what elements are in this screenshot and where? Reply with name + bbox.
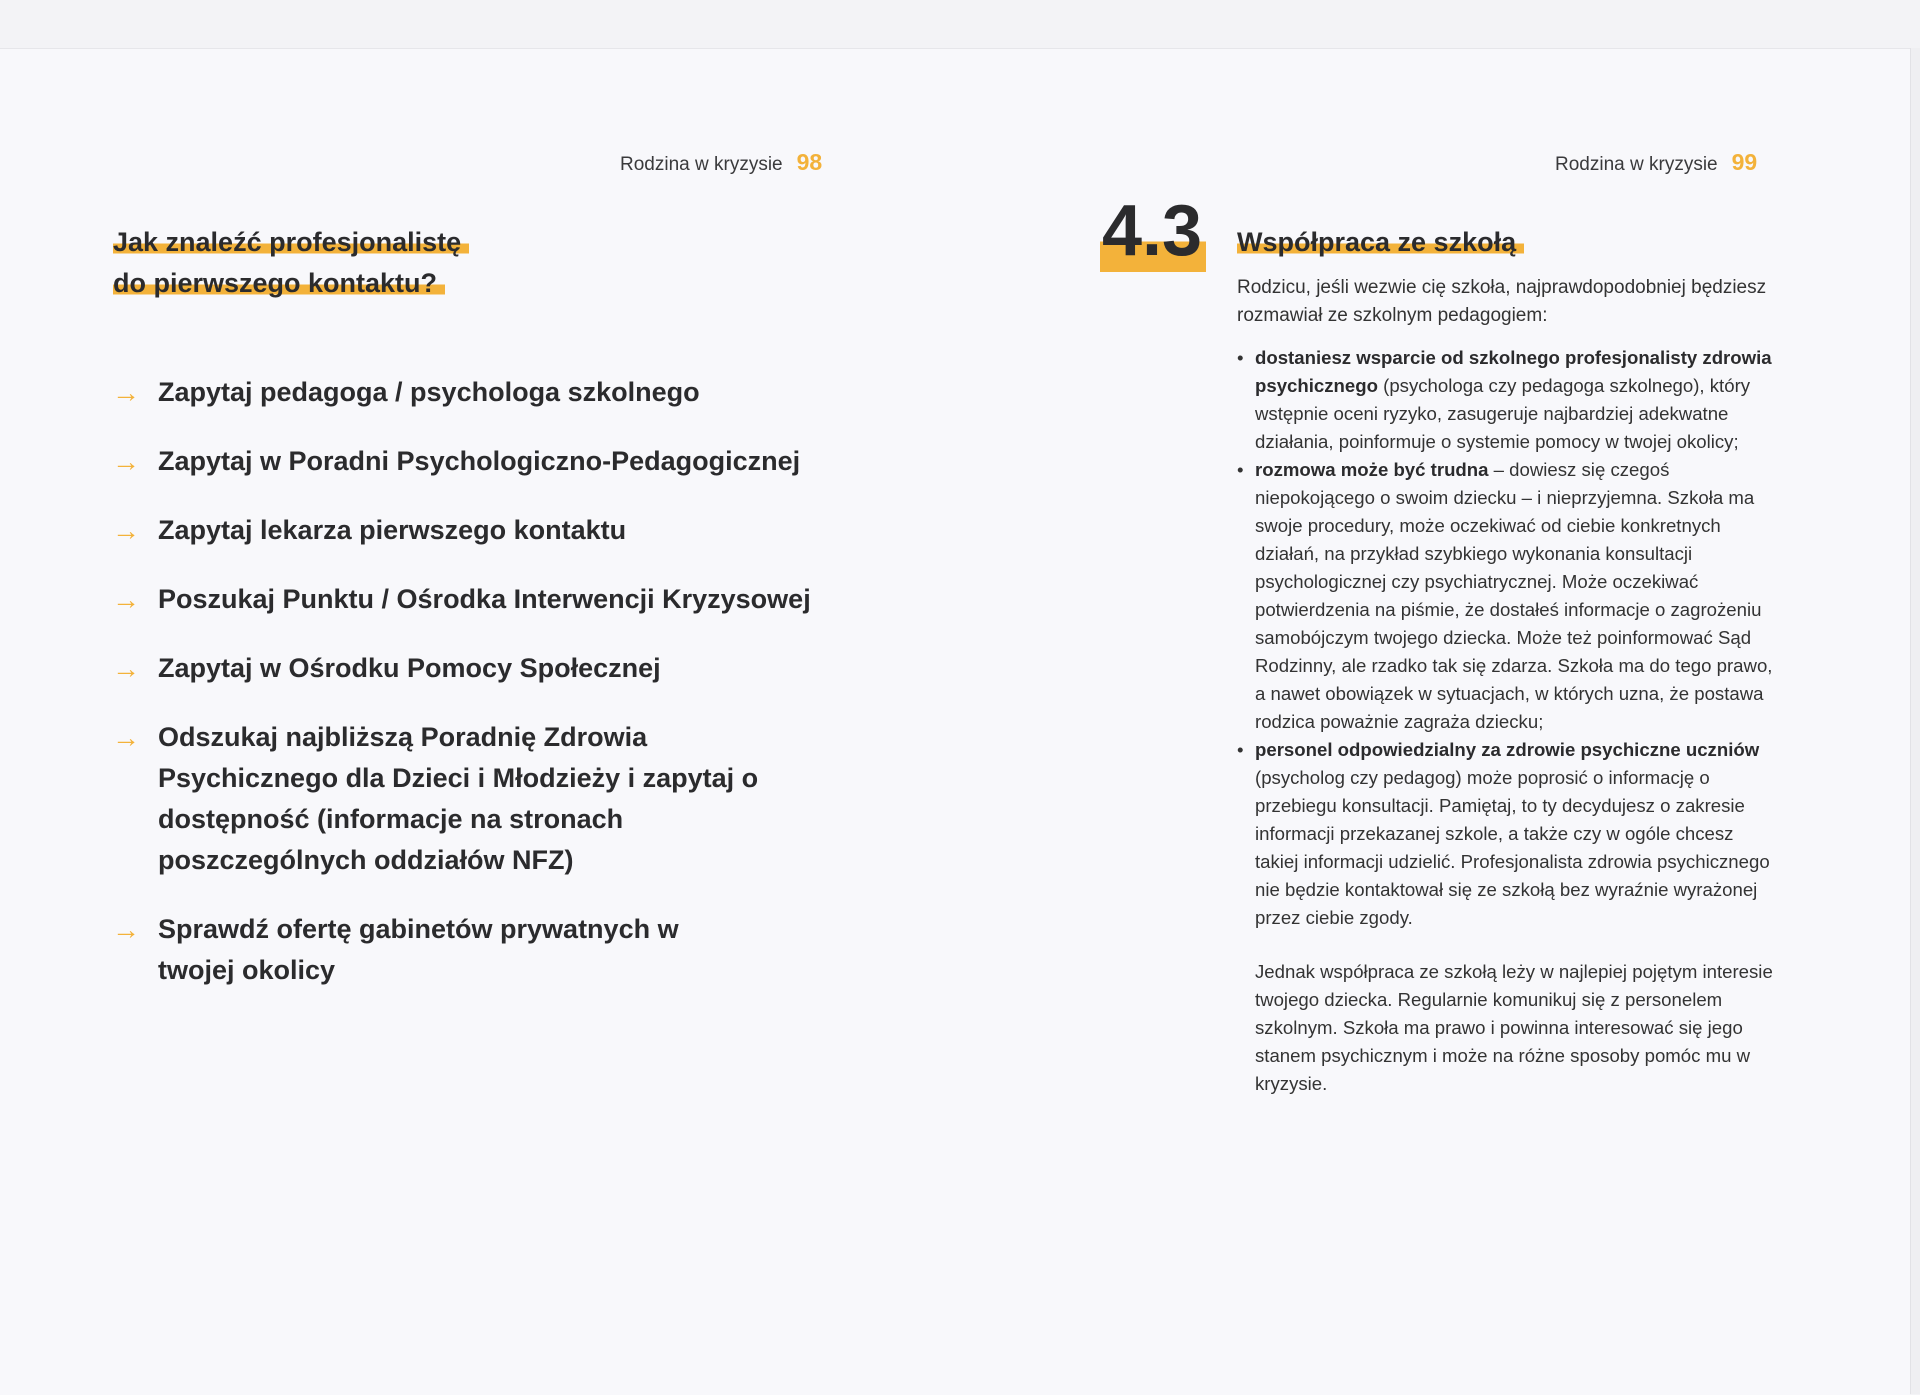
- list-item-text: Zapytaj w Ośrodku Pomocy Społecznej: [158, 653, 661, 683]
- arrow-right-icon: →: [112, 446, 140, 477]
- running-head-left: [620, 149, 822, 176]
- running-head-right: [1555, 149, 1757, 176]
- list-item: [112, 717, 852, 881]
- list-item: [112, 510, 852, 551]
- list-item-text: Poszukaj Punktu / Ośrodka Interwencji Kryzysowej: [158, 584, 811, 614]
- list-item: [112, 909, 852, 991]
- list-item-text: Odszukaj najbliższą Poradnię Zdrowia Psychicznego dla Dzieci i Młodzieży i zapytaj o dostępność (informacje na stronach poszczególnych oddziałów NFZ): [158, 722, 759, 875]
- bullet-bold: rozmowa może być trudna: [1255, 459, 1489, 480]
- page-edge: [1910, 48, 1920, 1394]
- heading-line-2: do pierwszego kontaktu?: [113, 268, 445, 298]
- running-head-text: Rodzina w kryzysie: [1555, 154, 1718, 175]
- list-item-text: Sprawdź ofertę gabinetów prywatnych w twojej okolicy: [158, 914, 679, 985]
- bullet-text: – dowiesz się czegoś niepokojącego o swoim dziecku – i nieprzyjemna. Szkoła ma swoje procedury, może oczekiwać od ciebie konkretnych działań, na przykład szybkiego wykonania konsultacji psychologicznej czy psychiatrycznej. Może oczekiwać potwierdzenia na piśmie, że dostałeś informacje o zagrożeniu samobójczym twojego dziecka. Może też poinformować Sąd Rodzinny, ale rzadko tak się zdarza. Szkoła ma do tego prawo, a nawet obowiązek w sytuacjach, w których uzna, że postawa rodzica poważnie zagraża dziecku;: [1255, 459, 1773, 732]
- bullet-text: (psycholog czy pedagog) może poprosić o informację o przebiegu konsultacji. Pamiętaj, to ty decydujesz o zakresie informacji przekazanej szkole, a także czy w ogóle chcesz takiej informacji udzielić. Profesjonalista zdrowia psychicznego nie będzie kontaktował się ze szkołą bez wyraźnie wyrażonej przez ciebie zgody.: [1255, 767, 1770, 928]
- left-page-heading: [113, 222, 533, 304]
- closing-paragraph: Jednak współpraca ze szkołą leży w najlepiej pojętym interesie twojego dziecka. Regularnie komunikuj się z personelem szkolnym. Szkoła ma prawo i powinna interesować się jego stanem psychicznym i może na różne sposoby pomóc mu w kryzysie.: [1255, 961, 1773, 1094]
- bullet-bold: personel odpowiedzialny za zdrowie psychiczne uczniów: [1255, 739, 1760, 760]
- section-intro: Rodzicu, jeśli wezwie cię szkoła, najprawdopodobniej będziesz rozmawiał ze szkolnym pedagogiem:: [1237, 277, 1767, 326]
- bullet-item: [1237, 344, 1777, 456]
- arrow-right-icon: →: [112, 722, 140, 753]
- bullet-bold: dostaniesz wsparcie od szkolnego profesjonalisty zdrowia psychicznego: [1255, 347, 1772, 396]
- bullet-item: [1237, 456, 1777, 736]
- bullet-text: (psychologa czy pedagoga szkolnego), który wstępnie oceni ryzyko, zasugeruje najbardziej adekwatne działania, poinformuje o systemie pomocy w twojej okolicy;: [1255, 375, 1751, 452]
- list-item: [112, 441, 852, 482]
- arrow-right-icon: →: [112, 377, 140, 408]
- arrow-right-icon: →: [112, 653, 140, 684]
- list-item: [112, 579, 852, 620]
- contact-list: [112, 372, 852, 1019]
- page-number-left: 98: [796, 149, 823, 175]
- arrow-right-icon: →: [112, 584, 140, 615]
- section-number: 4.3: [1100, 196, 1206, 272]
- list-item-text: Zapytaj lekarza pierwszego kontaktu: [158, 515, 627, 545]
- bullet-item: [1237, 736, 1777, 932]
- running-head-text: Rodzina w kryzysie: [620, 154, 783, 175]
- arrow-right-icon: →: [112, 914, 140, 945]
- section-title-text: Współpraca ze szkołą: [1237, 227, 1524, 257]
- heading-line-1: Jak znaleźć profesjonalistę: [113, 227, 469, 257]
- list-item-text: Zapytaj w Poradni Psychologiczno-Pedagogicznej: [158, 446, 801, 476]
- bullet-list: [1237, 344, 1777, 932]
- list-item-text: Zapytaj pedagoga / psychologa szkolnego: [158, 377, 700, 407]
- list-item: [112, 648, 852, 689]
- section-title: [1237, 222, 1524, 262]
- list-item: [112, 372, 852, 413]
- arrow-right-icon: →: [112, 515, 140, 546]
- page-number-right: 99: [1731, 149, 1758, 175]
